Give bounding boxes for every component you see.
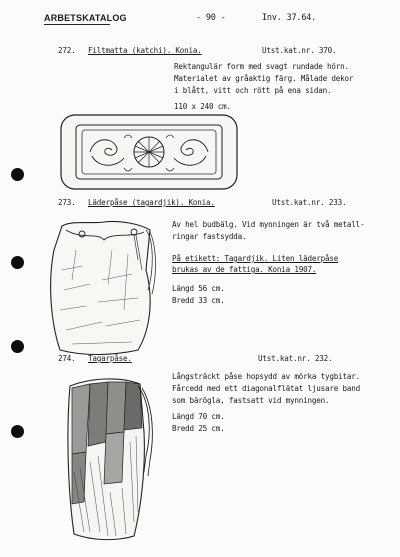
entry-273-width: Bredd 33 cm.	[172, 296, 225, 305]
entry-274-title: Tagarpåse.	[88, 354, 132, 363]
entry-274-number: 274.	[58, 354, 76, 363]
entry-274-line-2: Fårcedd med ett diagonalflätat ljusare band	[172, 384, 360, 393]
entry-273-line-2: ringar fastsydda.	[172, 232, 247, 241]
entry-274-catalog-ref: Utst.kat.nr. 232.	[258, 354, 333, 363]
entry-273-title: Läderpåse (tagardjik). Konia.	[88, 198, 215, 207]
leather-bag-drawing	[42, 210, 162, 358]
entry-273-number: 273.	[58, 198, 76, 207]
entry-273-catalog-ref: Utst.kat.nr. 233.	[272, 198, 347, 207]
entry-272-title: Filtmatta (katchi). Konia.	[88, 46, 202, 55]
binder-hole-4	[11, 425, 24, 438]
binder-hole-1	[11, 168, 24, 181]
entry-272-catalog-ref: Utst.kat.nr. 370.	[262, 46, 337, 55]
page-number: - 90 -	[196, 13, 226, 23]
entry-274-length: Längd 70 cm.	[172, 412, 225, 421]
entry-272-line-1: Rektangulär form med svagt rundade hörn.	[174, 62, 349, 71]
felt-mat-drawing	[58, 112, 240, 192]
entry-273-label-line-2: brukas av de fattiga. Konia 1907.	[172, 265, 317, 274]
catalog-title: ARBETSKATALOG	[44, 13, 127, 23]
entry-274-line-3: som bärögla, fastsatt vid mynningen.	[172, 396, 330, 405]
entry-272-line-3: i blått, vitt och rött på ena sidan.	[174, 86, 332, 95]
entry-272-line-2: Materialet av gråaktig färg. Målade dekor	[174, 74, 354, 83]
entry-272-size: 110 x 240 cm.	[174, 102, 231, 111]
entry-273-label-line-1: På etikett: Tagardjik. Liten läderpåse	[172, 254, 339, 263]
entry-274-line-1: Långsträckt påse hopsydd av mörka tygbitar.	[172, 372, 360, 381]
binder-hole-2	[11, 256, 24, 269]
entry-273-line-1: Av hel budbälg. Vid mynningen är två metall-	[172, 220, 365, 229]
catalog-title-underline	[44, 24, 110, 25]
entry-274-width: Bredd 25 cm.	[172, 424, 225, 433]
entry-273-length: Längd 56 cm.	[172, 284, 225, 293]
inventory-number: Inv. 37.64.	[262, 13, 317, 23]
entry-272-number: 272.	[58, 46, 76, 55]
tagar-bag-drawing	[60, 372, 156, 544]
binder-hole-3	[11, 340, 24, 353]
